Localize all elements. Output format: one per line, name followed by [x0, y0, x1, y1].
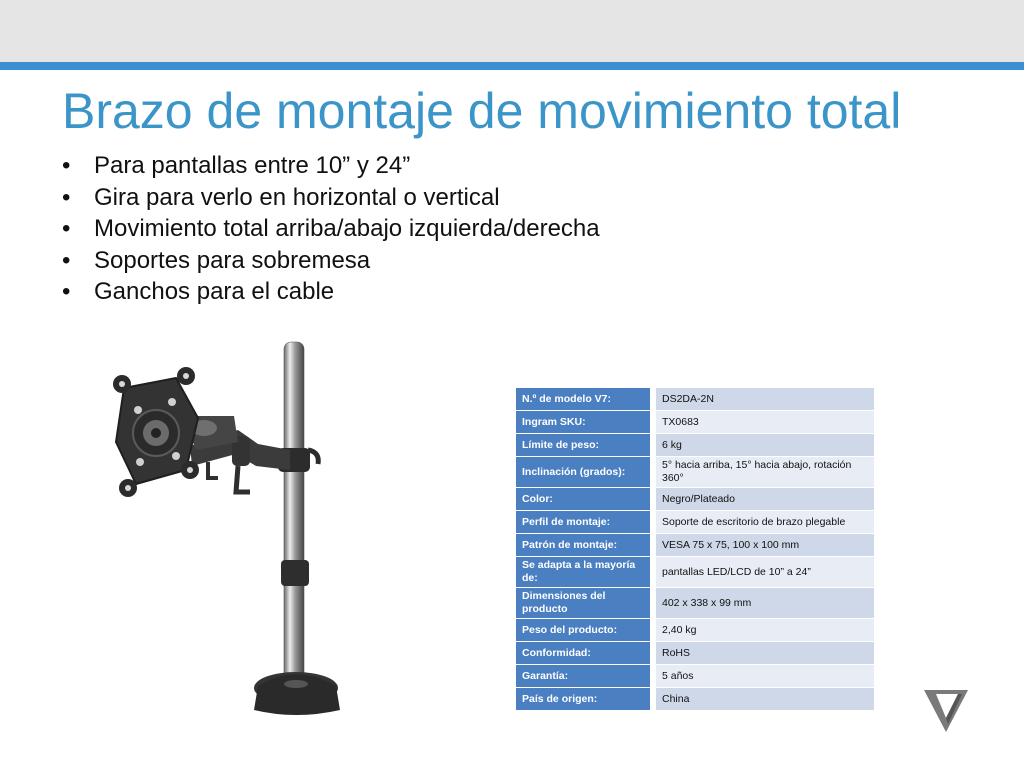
- bullet-icon: •: [62, 183, 71, 211]
- spec-label: Color:: [516, 488, 656, 510]
- spec-label: Garantía:: [516, 665, 656, 687]
- table-row: [516, 434, 874, 456]
- spec-label: Dimensiones del producto: [516, 588, 656, 618]
- spec-label: Perfil de montaje:: [516, 511, 656, 533]
- feature-item: [62, 150, 600, 182]
- spec-table: [516, 387, 874, 711]
- spec-value: VESA 75 x 75, 100 x 100 mm: [656, 534, 874, 556]
- feature-text: Para pantallas entre 10” y 24”: [94, 152, 411, 179]
- spec-value: 6 kg: [656, 434, 874, 456]
- feature-item: [62, 276, 600, 308]
- spec-value: 5° hacia arriba, 15° hacia abajo, rotación 360°: [656, 457, 874, 487]
- table-row: [516, 411, 874, 433]
- feature-text: Soportes para sobremesa: [94, 246, 371, 274]
- bullet-icon: •: [62, 278, 71, 305]
- feature-item: [62, 182, 600, 214]
- table-row: [516, 388, 874, 410]
- spec-value: Negro/Plateado: [656, 488, 874, 510]
- spec-value: 2,40 kg: [656, 619, 874, 641]
- spec-label: País de origen:: [516, 688, 656, 710]
- spec-value: TX0683: [656, 411, 874, 433]
- spec-value: China: [656, 688, 874, 710]
- slide-title: Brazo de montaje de movimiento total: [62, 83, 902, 139]
- top-banner: [0, 0, 1024, 62]
- spec-label: Ingram SKU:: [516, 411, 656, 433]
- spec-value: DS2DA-2N: [656, 388, 874, 410]
- spec-label: Conformidad:: [516, 642, 656, 664]
- spec-value: pantallas LED/LCD de 10” a 24”: [656, 557, 874, 587]
- spec-value: RoHS: [656, 642, 874, 664]
- spec-label: Inclinación (grados):: [516, 457, 656, 487]
- table-row: [516, 688, 874, 710]
- bullet-icon: •: [62, 215, 71, 242]
- spec-value: Soporte de escritorio de brazo plegable: [656, 511, 874, 533]
- spec-label: Patrón de montaje:: [516, 534, 656, 556]
- feature-text: Ganchos para el cable: [94, 278, 335, 305]
- feature-list: [62, 150, 600, 308]
- table-row: [516, 557, 874, 587]
- table-row: [516, 534, 874, 556]
- table-row: [516, 665, 874, 687]
- spec-label: N.º de modelo V7:: [516, 388, 656, 410]
- spec-value: 402 x 338 x 99 mm: [656, 588, 874, 618]
- table-row: [516, 588, 874, 618]
- spec-label: Peso del producto:: [516, 619, 656, 641]
- table-row: [516, 457, 874, 487]
- bullet-icon: •: [62, 246, 71, 274]
- monitor-arm-image: [108, 338, 348, 723]
- feature-item: [62, 213, 600, 245]
- spec-label: Límite de peso:: [516, 434, 656, 456]
- table-row: [516, 642, 874, 664]
- accent-rule: [0, 62, 1024, 70]
- spec-value: 5 años: [656, 665, 874, 687]
- table-row: [516, 511, 874, 533]
- table-row: [516, 619, 874, 641]
- spec-label: Se adapta a la mayoría de:: [516, 557, 656, 587]
- feature-text: Gira para verlo en horizontal o vertical: [94, 183, 500, 211]
- feature-text: Movimiento total arriba/abajo izquierda/derecha: [94, 215, 600, 242]
- table-row: [516, 488, 874, 510]
- feature-item: [62, 245, 600, 277]
- bullet-icon: •: [62, 152, 71, 179]
- v7-logo-icon: [922, 688, 970, 734]
